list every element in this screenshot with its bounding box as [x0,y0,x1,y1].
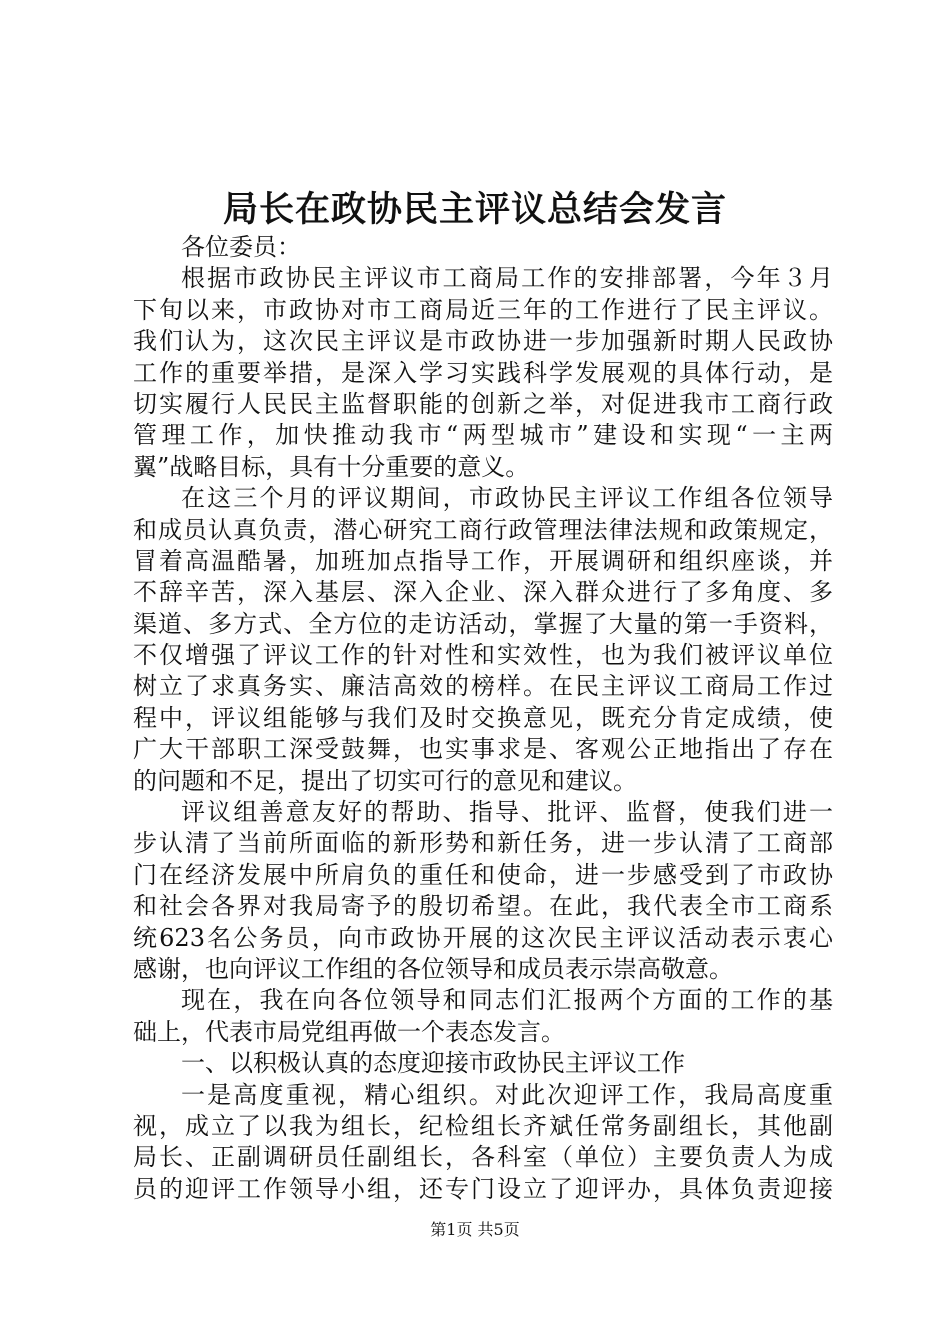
paragraph-line: 和成员认真负责，潜心研究工商行政管理法律法规和政策规定， [133,515,833,544]
paragraph-line: 门在经济发展中所肩负的重任和使命，进一步感受到了市政协 [133,860,833,889]
paragraph-line: 我们认为，这次民主评议是市政协进一步加强新时期人民政协 [133,327,833,356]
paragraph-line: 局长、正副调研员任副组长，各科室（单位）主要负责人为成 [133,1143,833,1172]
paragraph-line: 视，成立了以我为组长，纪检组长齐斌任常务副组长，其他副 [133,1111,833,1140]
salutation-line: 各位委员： [181,233,301,261]
paragraph-line: 树立了求真务实、廉洁高效的榜样。在民主评议工商局工作过 [133,672,833,701]
paragraph-line: 翼”战略目标，具有十分重要的意义。 [133,452,530,481]
page-number-footer: 第1页 共5页 [430,1220,520,1239]
paragraph-line: 下旬以来，市政协对市工商局近三年的工作进行了民主评议。 [133,295,833,324]
paragraph-line: 管理工作，加快推动我市“两型城市”建设和实现“一主两 [133,421,833,450]
document-body [133,232,833,1205]
paragraph-line: 一是高度重视，精心组织。对此次迎评工作，我局高度重 [181,1080,833,1109]
paragraph-line: 和社会各界对我局寄予的殷切希望。在此，我代表全市工商系 [133,892,833,921]
paragraph-line: 的问题和不足，提出了切实可行的意见和建议。 [133,766,637,795]
section-heading: 一、以积极认真的态度迎接市政协民主评议工作 [181,1049,685,1078]
paragraph-line: 感谢，也向评议工作组的各位领导和成员表示崇高敬意。 [133,954,733,983]
paragraph-line: 不辞辛苦，深入基层、深入企业、深入群众进行了多角度、多 [133,578,833,607]
paragraph-line: 根据市政协民主评议市工商局工作的安排部署，今年３月 [181,264,833,293]
paragraph-line: 统623名公务员，向市政协开展的这次民主评议活动表示衷心 [133,923,833,952]
paragraph-line: 工作的重要举措，是深入学习实践科学发展观的具体行动，是 [133,358,833,387]
paragraph-line: 员的迎评工作领导小组，还专门设立了迎评办，具体负责迎接 [133,1174,833,1203]
paragraph-line: 不仅增强了评议工作的针对性和实效性，也为我们被评议单位 [133,641,833,670]
paragraph-line: 冒着高温酷暑，加班加点指导工作，开展调研和组织座谈，并 [133,546,833,575]
paragraph-line: 程中，评议组能够与我们及时交换意见，既充分肯定成绩，使 [133,703,833,732]
paragraph-line: 在这三个月的评议期间，市政协民主评议工作组各位领导 [181,484,833,513]
paragraph-line: 步认清了当前所面临的新形势和新任务，进一步认清了工商部 [133,829,833,858]
paragraph-line: 础上，代表市局党组再做一个表态发言。 [133,1017,565,1046]
document-title: 局长在政协民主评议总结会发言 [222,189,727,230]
paragraph-line: 评议组善意友好的帮助、指导、批评、监督，使我们进一 [181,798,833,827]
paragraph-line: 现在，我在向各位领导和同志们汇报两个方面的工作的基 [181,986,833,1015]
paragraph-line: 切实履行人民民主监督职能的创新之举，对促进我市工商行政 [133,389,833,418]
paragraph-line: 广大干部职工深受鼓舞，也实事求是、客观公正地指出了存在 [133,735,833,764]
paragraph-line: 渠道、多方式、全方位的走访活动，掌握了大量的第一手资料， [133,609,833,638]
